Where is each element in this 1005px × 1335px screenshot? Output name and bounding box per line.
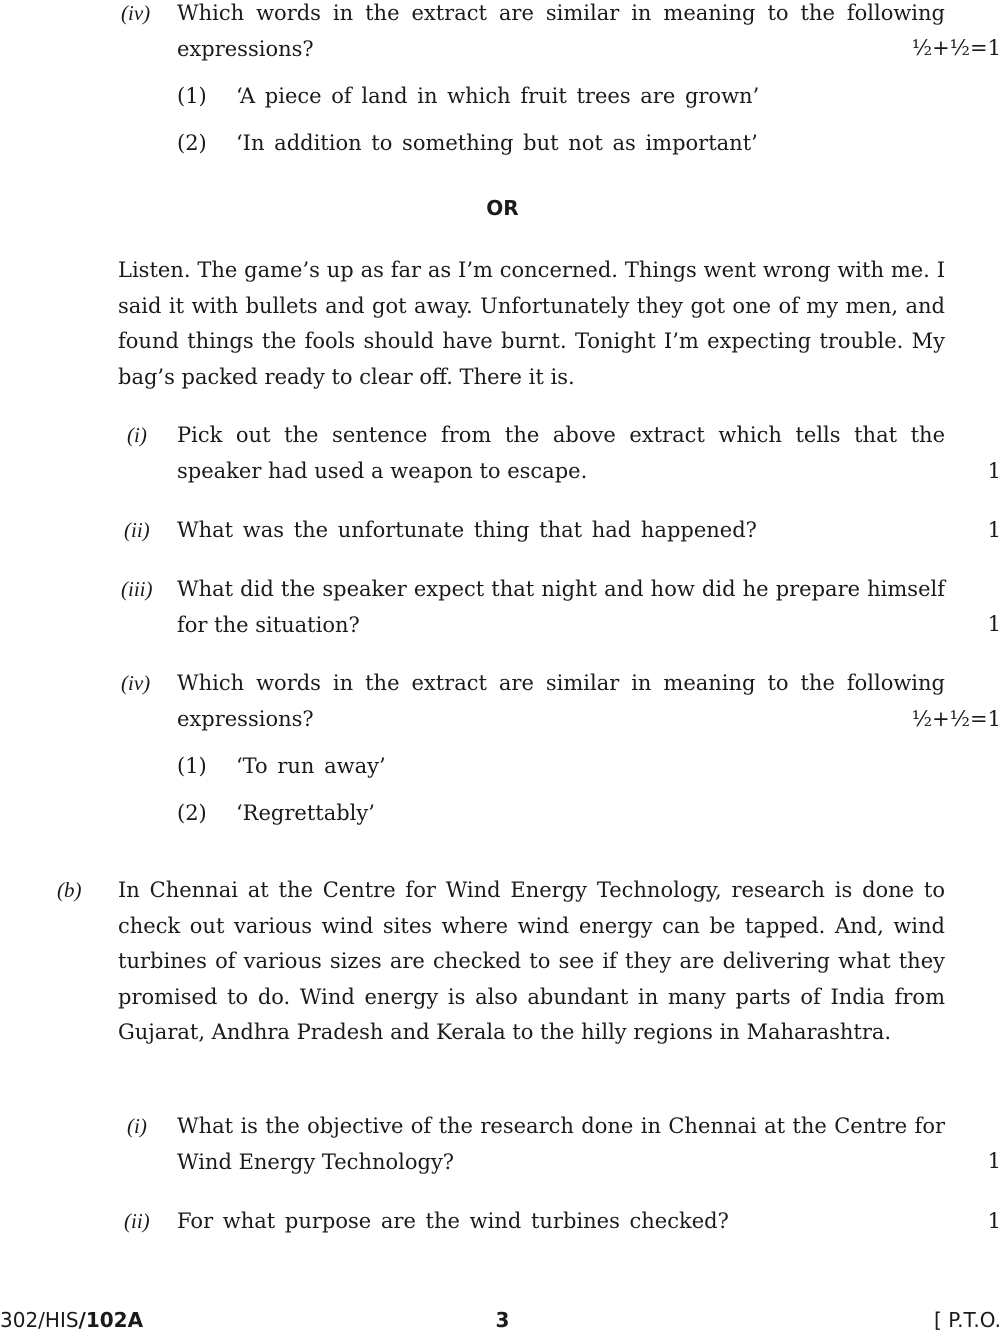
sub-item-number: (1) — [177, 754, 207, 778]
question-number: (iii) — [121, 577, 153, 601]
pto-label: [ P.T.O. — [934, 1308, 1001, 1332]
question-text: Which words in the extract are similar in meaning to the following expressions? — [177, 671, 945, 731]
question-marks: 1 — [987, 612, 1001, 636]
question-number: (i) — [127, 423, 147, 447]
question-number: (i) — [127, 1114, 147, 1138]
or-divider: OR — [486, 196, 519, 220]
wind-energy-passage: In Chennai at the Centre for Wind Energy Technology, research is done to check out various wind sites where wind energy can be tapped. And, wind turbines of various sizes are checked to see if they are delivering what they promised to do. Wind energy is also abundant in many parts of India from Gujarat, Andhra Pradesh and Kerala to the hilly regions in Maharashtra. — [118, 878, 945, 1044]
question-text: What did the speaker expect that night and how did he prepare himself for the situation? — [177, 577, 945, 637]
sub-item-text: ‘A piece of land in which fruit trees are grown’ — [236, 84, 760, 108]
question-marks: 1 — [987, 459, 1001, 483]
sub-item-number: (2) — [177, 131, 207, 155]
question-number: (iv) — [121, 671, 151, 695]
part-label: (b) — [57, 878, 82, 902]
question-marks: ½+½=1 — [911, 707, 1001, 731]
page-number: 3 — [495, 1308, 510, 1332]
question-marks: 1 — [987, 1209, 1001, 1233]
question-marks: 1 — [987, 518, 1001, 542]
question-number: (ii) — [124, 518, 150, 542]
question-marks: 1 — [987, 1149, 1001, 1173]
sub-item-number: (1) — [177, 84, 207, 108]
question-text: What is the objective of the research done in Chennai at the Centre for Wind Energy Technology? — [177, 1114, 945, 1174]
sub-item-number: (2) — [177, 801, 207, 825]
question-text: What was the unfortunate thing that had happened? — [177, 518, 757, 542]
extract-passage: Listen. The game’s up as far as I’m concerned. Things went wrong with me. I said it with bullets and got away. Unfortunately they got one of my men, and found things the fools should have burnt. Tonight I’m expecting trouble. My bag’s packed ready to clear off. There it is. — [118, 258, 945, 389]
sub-item-text: ‘In addition to something but not as important’ — [236, 131, 758, 155]
sub-item-text: ‘Regrettably’ — [236, 801, 375, 825]
question-text: For what purpose are the wind turbines checked? — [177, 1209, 729, 1233]
question-number: (ii) — [124, 1209, 150, 1233]
question-number: (iv) — [121, 1, 151, 25]
question-text: Which words in the extract are similar in meaning to the following expressions? — [177, 1, 945, 61]
question-marks: ½+½=1 — [911, 36, 1001, 60]
paper-code-prefix: 302/HIS — [0, 1308, 79, 1332]
paper-code-suffix: /102A — [78, 1308, 144, 1332]
sub-item-text: ‘To run away’ — [236, 754, 386, 778]
question-text: Pick out the sentence from the above extract which tells that the speaker had used a weapon to escape. — [177, 423, 945, 483]
